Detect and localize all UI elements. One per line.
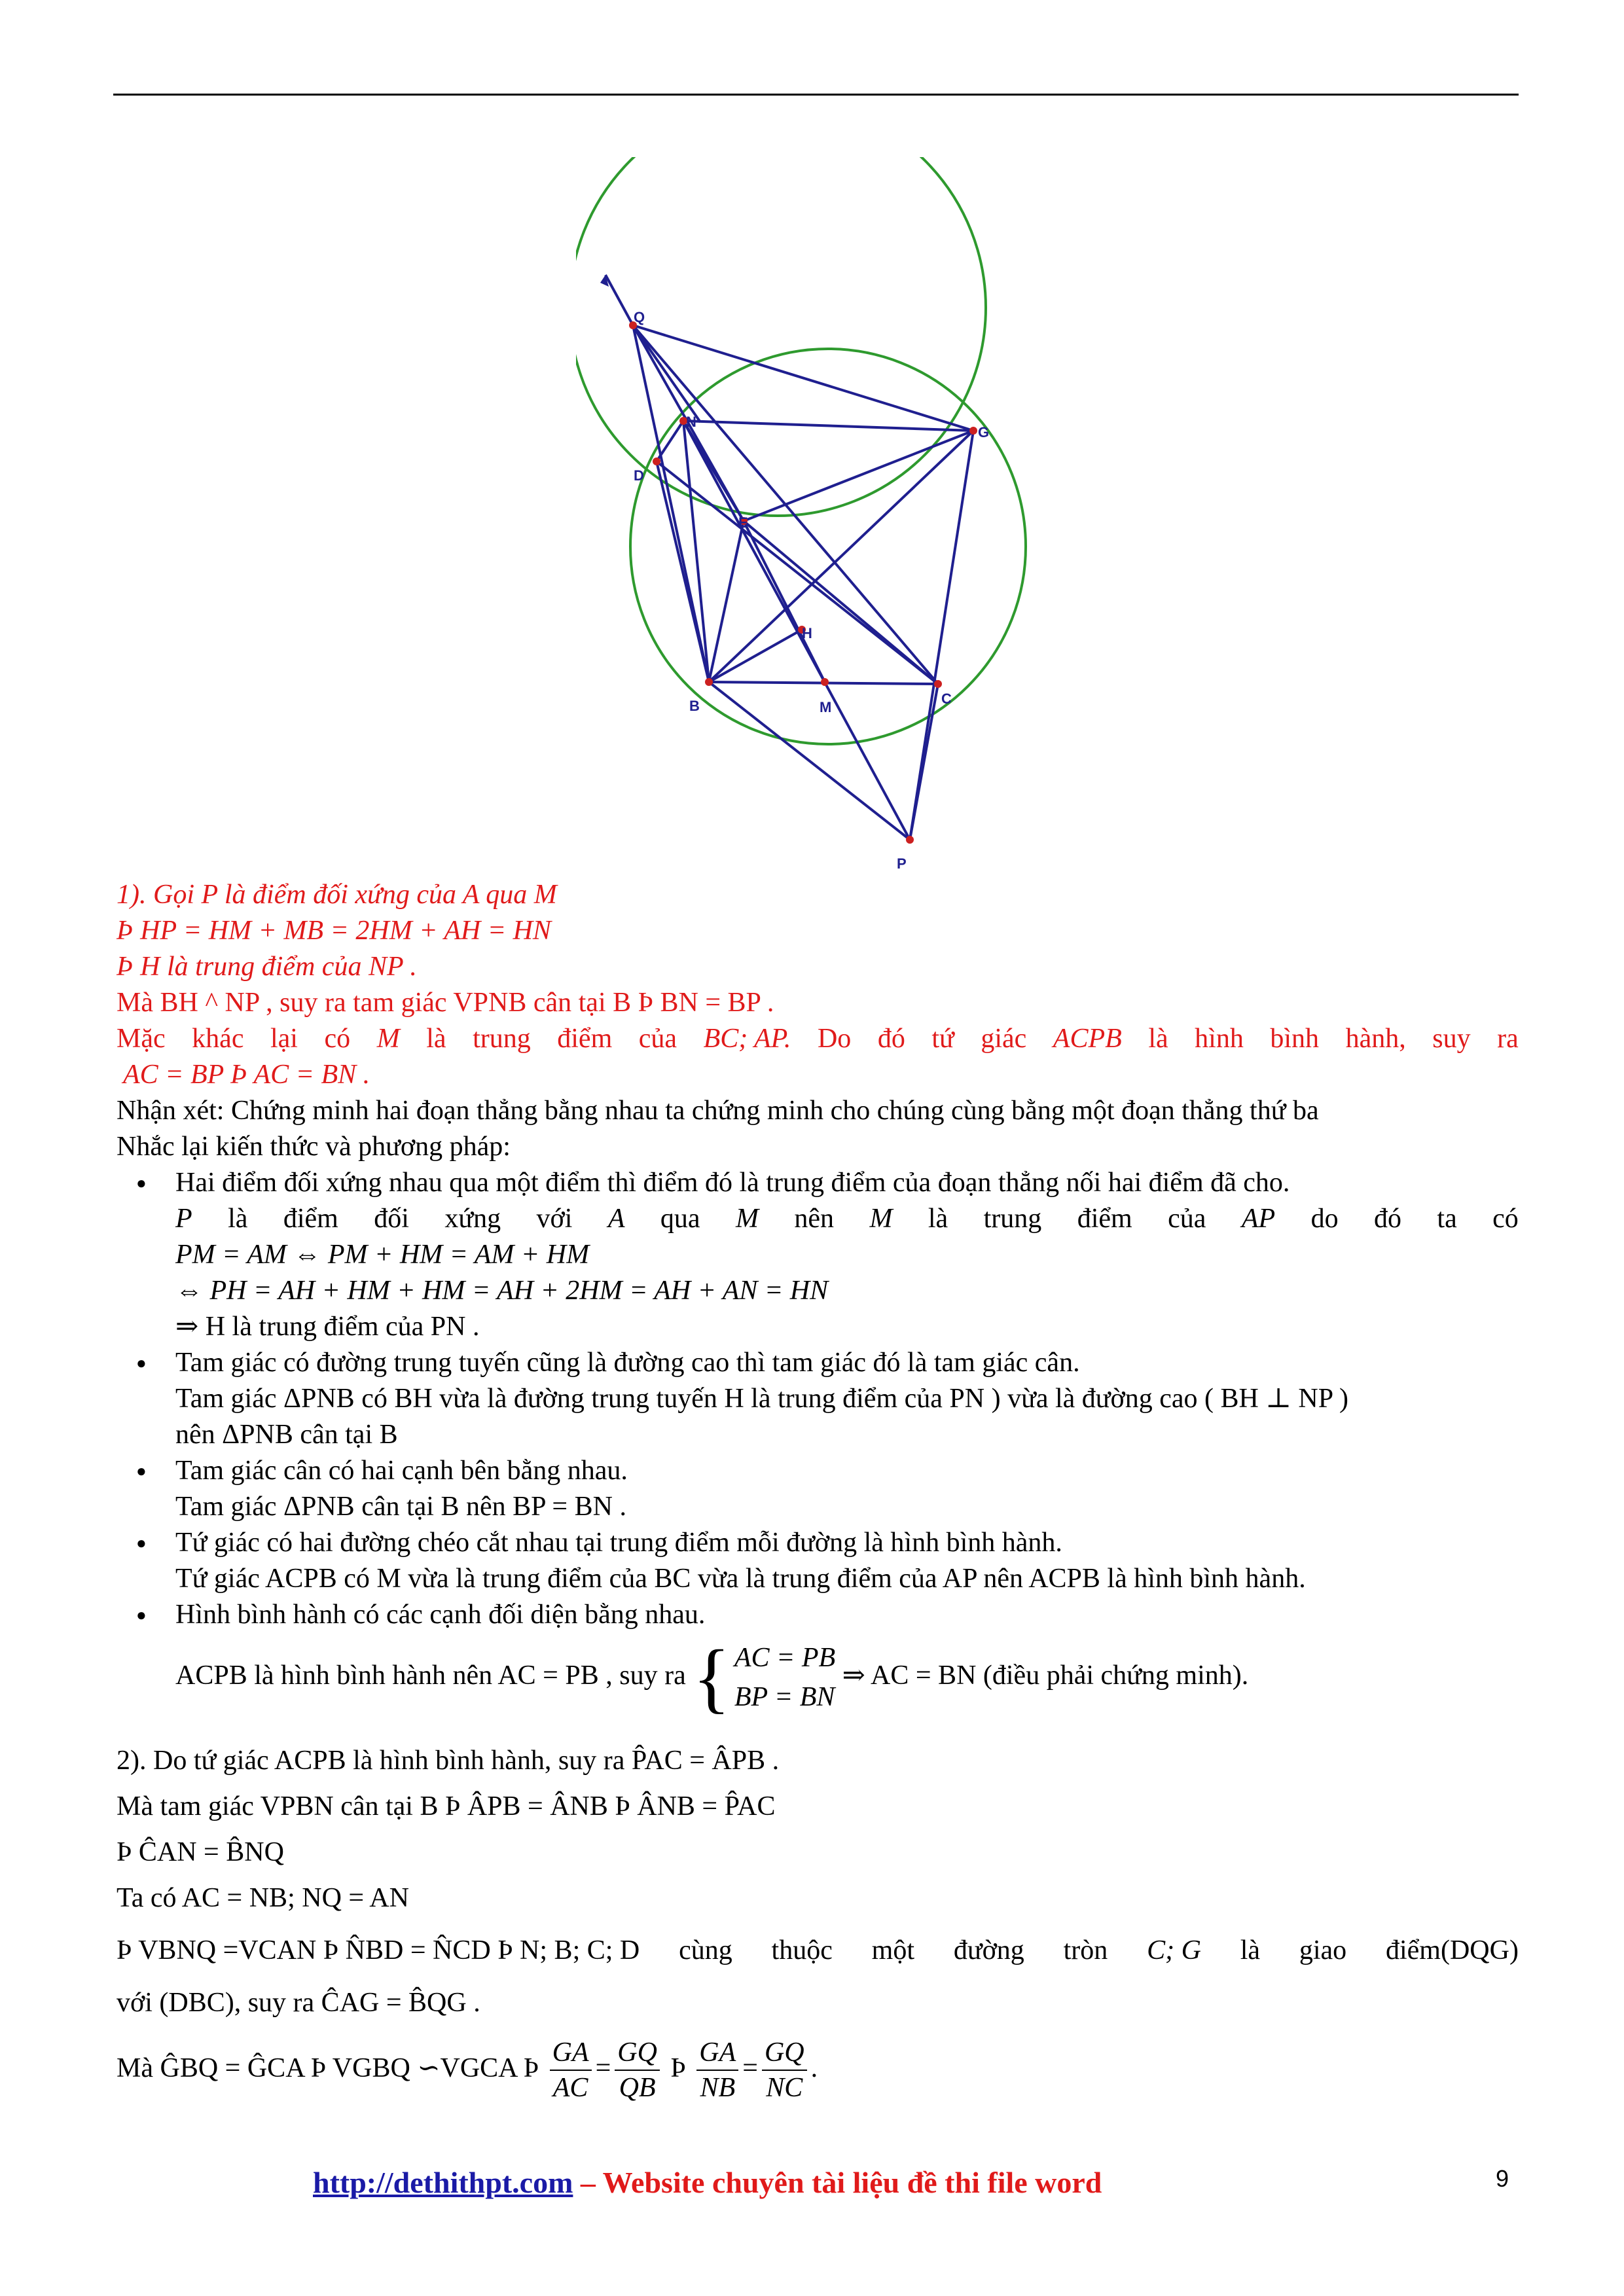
recall-heading: Nhắc lại kiến thức và phương pháp: bbox=[117, 1132, 511, 1162]
part2-line1: 2). Do tứ giác ACPB là hình bình hành, suy ra P̂AC = ÂPB . bbox=[117, 1746, 780, 1776]
svg-text:D: D bbox=[634, 467, 644, 484]
bullet-1-line-a: P là điểm đối xứng với A qua M nên M là trung điểm của AP do đó ta có bbox=[175, 1204, 1519, 1234]
part1-line5a: Mặc khác lại có M là trung điểm của BC; AP. Do đó tứ giác ACPB là hình bình hành, suy ra bbox=[117, 1024, 1519, 1054]
circle-upper bbox=[576, 157, 986, 516]
svg-text:H: H bbox=[802, 625, 812, 641]
part2-line4: Ta có AC = NB; NQ = AN bbox=[117, 1883, 409, 1913]
bullet-1-detail bbox=[117, 1201, 1519, 1345]
svg-text:P: P bbox=[897, 855, 907, 872]
page-number: 9 bbox=[1496, 2165, 1509, 2192]
part1-line2: Þ HP = HM + MB = 2HM + AH = HN bbox=[117, 916, 551, 946]
svg-text:E: E bbox=[738, 514, 748, 531]
bullet-1-line-b: PM = AM ⇔ PM + HM = AM + HM bbox=[175, 1240, 590, 1270]
part2-line5a: Þ VBNQ =VCAN Þ N̂BD = N̂CD Þ N; B; C; D cùng thuộc một đường tròn C; G là giao điểm(DQG) bbox=[117, 1935, 1519, 1965]
header-rule bbox=[113, 94, 1519, 96]
bullet-3: ● Tam giác cân có hai cạnh bên bằng nhau. bbox=[117, 1453, 1519, 1489]
equation-system: { AC = PB BP = BN bbox=[693, 1634, 836, 1721]
bullet-4-line-a: Tứ giác ACPB có M vừa là trung điểm của BC vừa là trung điểm của AP nên ACPB là hình bình hành. bbox=[175, 1564, 1306, 1594]
bullet-4: ● Tứ giác có hai đường chéo cắt nhau tại trung điểm mỗi đường là hình bình hành. bbox=[117, 1525, 1519, 1561]
svg-text:N: N bbox=[686, 414, 696, 430]
bullet-1-line-d: ⇒ H là trung điểm của PN . bbox=[175, 1312, 480, 1342]
svg-text:C: C bbox=[941, 691, 952, 707]
content-body bbox=[117, 877, 1519, 2111]
svg-text:M: M bbox=[820, 699, 832, 715]
svg-text:Q: Q bbox=[634, 309, 645, 325]
bullet-5-line-a: ACPB là hình bình hành nên AC = PB , suy ra { AC = PB BP = BN ⇒ AC = BN (điều phải chứng minh). bbox=[175, 1634, 1249, 1721]
part1-line1: 1). Gọi P là điểm đối xứng của A qua M bbox=[117, 880, 557, 910]
svg-text:B: B bbox=[689, 698, 700, 714]
bullet-5: ● Hình bình hành có các cạnh đối diện bằng nhau. bbox=[117, 1597, 1519, 1633]
bullet-2-line-a: Tam giác ΔPNB có BH vừa là đường trung tuyến H là trung điểm của PN ) vừa là đường cao ( BH ⊥ NP ) bbox=[175, 1384, 1348, 1414]
footer bbox=[313, 2165, 1102, 2200]
part2-line5b: với (DBC), suy ra ĈAG = B̂QG . bbox=[117, 1988, 480, 2018]
bullet-3-line-a: Tam giác ΔPNB cân tại B nên BP = BN . bbox=[175, 1492, 626, 1522]
footer-link[interactable]: http://dethithpt.com bbox=[313, 2166, 573, 2199]
geometry-figure bbox=[576, 157, 1100, 890]
part1-line4: Mà BH ^ NP , suy ra tam giác VPNB cân tại B Þ BN = BP . bbox=[117, 988, 774, 1018]
part2-line6: Mà ĜBQ = ĜCA Þ VGBQ ∽VGCA Þ $\frac{GA}{AC}$ = $\frac{GQ}{QB}$ Þ $\frac{GA}{NB}$ = $\frac{GQ}{NC}$ . bbox=[117, 2026, 1519, 2111]
part2-line2: Mà tam giác VPBN cân tại B Þ ÂPB = ÂNB Þ ÂNB = P̂AC bbox=[117, 1791, 776, 1821]
bullet-1: ● Hai điểm đối xứng nhau qua một điểm thì điểm đó là trung điểm của đoạn thẳng nối hai điểm đã cho. bbox=[117, 1165, 1519, 1201]
part1-line5b: AC = BP Þ AC = BN . bbox=[123, 1060, 370, 1090]
remark: Nhận xét: Chứng minh hai đoạn thẳng bằng nhau ta chứng minh cho chúng cùng bằng một đoạn thẳng thứ ba bbox=[117, 1096, 1319, 1126]
bullet-2-line-b: nên ΔPNB cân tại B bbox=[175, 1420, 398, 1450]
bullet-1-line-c: ⇔ PH = AH + HM + HM = AH + 2HM = AH + AN = HN bbox=[175, 1276, 829, 1306]
bullet-2: ● Tam giác có đường trung tuyến cũng là đường cao thì tam giác đó là tam giác cân. bbox=[117, 1345, 1519, 1381]
footer-text: – Website chuyên tài liệu đề thi file word bbox=[573, 2166, 1102, 2199]
part2-line3: Þ ĈAN = B̂NQ bbox=[117, 1837, 284, 1867]
part1-line3: Þ H là trung điểm của NP . bbox=[117, 952, 417, 982]
svg-text:G: G bbox=[978, 424, 990, 440]
